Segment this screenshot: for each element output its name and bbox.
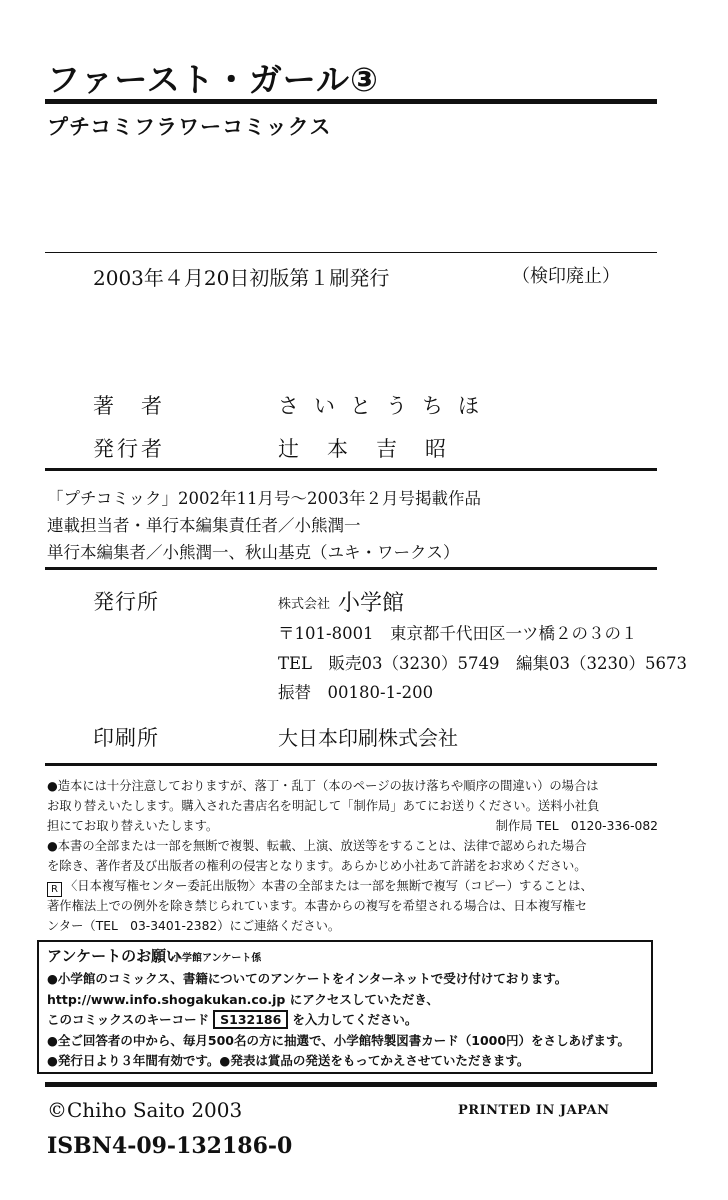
notice-line: ●造本には十分注意しておりますが、落丁・乱丁（本のページの抜け落ちや順序の間違い）の場合は [47, 779, 599, 793]
survey-subtitle: 小学館アンケート係 [172, 953, 262, 964]
publication-date: 2003年４月20日初版第１刷発行 [93, 266, 390, 290]
author-label: 著 者 [93, 394, 165, 418]
publisher-person-name: 辻本吉昭 [278, 437, 474, 461]
publisher-label: 発行所 [93, 590, 159, 614]
printer-name: 大日本印刷株式会社 [278, 726, 458, 750]
notice-line: を除き、著作者及び出版者の権利の侵害となります。あらかじめ小社あて許諾をお求めください。 [47, 859, 587, 873]
publisher-address: 〒101-8001 東京都千代田区一ツ橋２の３の１ [278, 624, 638, 643]
serialization-line: 連載担当者・単行本編集責任者／小熊潤一 [47, 516, 361, 535]
publisher-transfer: 振替 00180-1-200 [278, 683, 434, 702]
serial-top-rule [45, 468, 657, 471]
production-tel: 制作局 TEL 0120-336-082 [495, 819, 658, 833]
printed-in: PRINTED IN JAPAN [458, 1103, 610, 1118]
keycode-pre: このコミックスのキーコード [47, 1012, 210, 1027]
footer-rule [45, 1082, 657, 1087]
copyright-center-r-icon: R [47, 882, 62, 897]
printer-label: 印刷所 [93, 726, 159, 750]
survey-line: ●小学館のコミックス、書籍についてのアンケートをインターネットで受け付けております。 [47, 971, 568, 986]
notice-line: 著作権法上での例外を除き禁じられています。本書からの複写を希望される場合は、日本複写権セ [47, 899, 588, 913]
keycode-post: を入力してください。 [292, 1012, 418, 1027]
author-name: さいとうちほ [278, 394, 494, 418]
series-name: プチコミフラワーコミックス [47, 115, 332, 139]
publisher-person-label: 発行者 [93, 437, 165, 461]
publisher-top-rule [45, 567, 657, 570]
book-title: ファースト・ガール③ [47, 60, 379, 99]
publisher-tel: TEL 販売03（3230）5749 編集03（3230）5673 [278, 654, 687, 673]
notice-line: ンター（TEL 03-3401-2382）にご連絡ください。 [47, 919, 341, 933]
notice-text: 〈日本複写権センター委託出版物〉本書の全部または一部を無断で複写（コピー）することは、 [65, 879, 593, 893]
date-top-rule [45, 252, 657, 253]
seal-note: （検印廃止） [512, 266, 620, 287]
copyright: ©Chiho Saito 2003 [47, 1098, 243, 1122]
serialization-line: 単行本編集者／小熊潤一、秋山基克（ユキ・ワークス） [47, 543, 460, 562]
survey-line: ●発行日より３年間有効です。●発表は賞品の発送をもってかえさせていただきます。 [47, 1053, 530, 1068]
company-name: 小学館 [338, 591, 405, 616]
survey-keycode-line [47, 1010, 417, 1029]
notice-line [47, 876, 593, 897]
survey-line: ●全ご回答者の中から、毎月500名の方に抽選で、小学館特製図書カード（1000円）をさしあげます。 [47, 1033, 631, 1048]
title-rule [45, 99, 657, 104]
survey-title: アンケートのお願い [47, 947, 182, 965]
notice-line: ●本書の全部または一部を無断で複製、転載、上演、放送等をすることは、法律で認められた場合 [47, 839, 587, 853]
key-code: S132186 [213, 1010, 288, 1029]
survey-url-line: http://www.info.shogakukan.co.jp にアクセスしていただき、 [47, 992, 439, 1007]
company-prefix: 株式会社 [278, 597, 331, 612]
serialization-line: 「プチコミック」2002年11月号〜2003年２月号掲載作品 [47, 489, 481, 508]
isbn: ISBN4-09-132186-0 [47, 1133, 293, 1159]
notice-top-rule [45, 763, 657, 766]
notice-line: 担にてお取り替えいたします。 [47, 819, 219, 833]
notice-line: お取り替えいたします。購入された書店名を明記して「制作局」あてにお送りください。送料小社負 [47, 799, 600, 813]
